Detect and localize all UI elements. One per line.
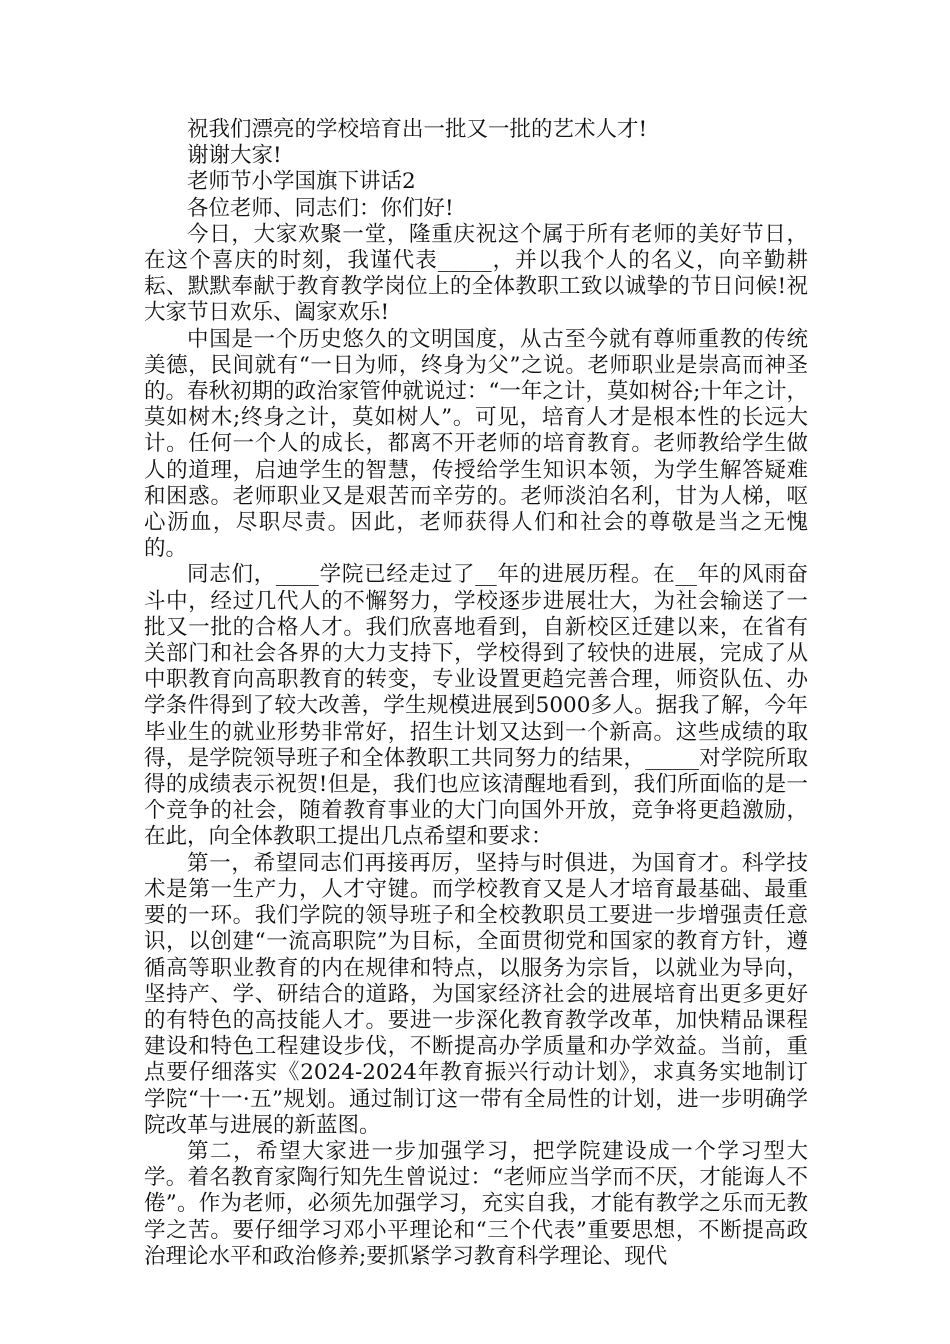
paragraph-college-history: 同志们，____学院已经走过了__年的进展历程。在__年的风雨奋斗中，经过几代人的不懈努力，学校逐步进展壮大，为社会输送了一批又一批的合格人才。我们欣喜地看到，自新校区迁建以来，在省有关部门和社会各界的大力支持下，学校得到了较快的进展，完成了从中职教育向高职教育的转变，专业设置更趋完善合理，师资队伍、办学条件得到了较大改善，学生规模进展到5000多人。据我了解，今年毕业生的就业形势非常好，招生计划又达到一个新高。这些成绩的取得，是学院领导班子和全体教职工共同努力的结果，_____对学院所取得的成绩表示祝贺!但是，我们也应该清醒地看到，我们所面临的是一个竞争的社会，随着教育事业的大门向国外开放，竞争将更趋激励，在此，向全体教职工提出几点希望和要求： xyxy=(144,562,808,850)
speech-title: 老师节小学国旗下讲话2 xyxy=(187,169,416,195)
paragraph-greeting: 各位老师、同志们：你们好! xyxy=(187,195,454,221)
paragraph-first-hope: 第一，希望同志们再接再厉，坚持与时俱进，为国育才。科学技术是第一生产力，人才守键。而学校教育又是人才培育最基础、最重要的一环。我们学院的领导班子和全校教职员工要进一步增强责任意识，以创建“一流高职院”为目标，全面贯彻党和国家的教育方针，遵循高等职业教育的内在规律和特点，以服务为宗旨，以就业为导向，坚持产、学、研结合的道路，为国家经济社会的进展培育出更多更好的有特色的高技能人才。要进一步深化教育教学改革，加快精品课程建设和特色工程建设步伐，不断提高办学质量和办学效益。当前，重点要仔细落实《2024-2024年教育振兴行动计划》，求真务实地制订学院“十一·五”规划。通过制订这一带有全局性的计划，进一步明确学院改革与进展的新蓝图。 xyxy=(144,850,808,1138)
paragraph-teacher-tradition: 中国是一个历史悠久的文明国度，从古至今就有尊师重教的传统美德，民间就有“一日为师，终身为父”之说。老师职业是崇高而神圣的。春秋初期的政治家管仲就说过：“一年之计，莫如树谷;十年之计，莫如树木;终身之计，莫如树人”。可见，培育人才是根本性的长远大计。任何一个人的成长，都离不开老师的培育教育。老师教给学生做人的道理，启迪学生的智慧，传授给学生知识本领，为学生解答疑难和困惑。老师职业又是艰苦而辛劳的。老师淡泊名利，甘为人梯，呕心沥血，尽职尽责。因此，老师获得人们和社会的尊敬是当之无愧的。 xyxy=(144,326,808,562)
document-body xyxy=(144,117,808,1270)
paragraph-closing-wish: 祝我们漂亮的学校培育出一批又一批的艺术人才! xyxy=(187,117,648,142)
paragraph-second-hope: 第二，希望大家进一步加强学习，把学院建设成一个学习型大学。着名教育家陶行知先生曾说过：“老师应当学而不厌，才能诲人不倦”。作为老师，必须先加强学习，充实自我，才能有教学之乐而无教学之苦。要仔细学习邓小平理论和“三个代表”重要思想，不断提高政治理论水平和政治修养;要抓紧学习教育科学理论、现代 xyxy=(144,1138,808,1269)
paragraph-opening: 今日，大家欢聚一堂，隆重庆祝这个属于所有老师的美好节日，在这个喜庆的时刻，我谨代表_____，并以我个人的名义，向辛勤耕耘、默默奉献于教育教学岗位上的全体教职工致以诚挚的节日问候!祝大家节日欢乐、阖家欢乐! xyxy=(144,221,808,326)
paragraph-thanks: 谢谢大家! xyxy=(187,143,282,169)
